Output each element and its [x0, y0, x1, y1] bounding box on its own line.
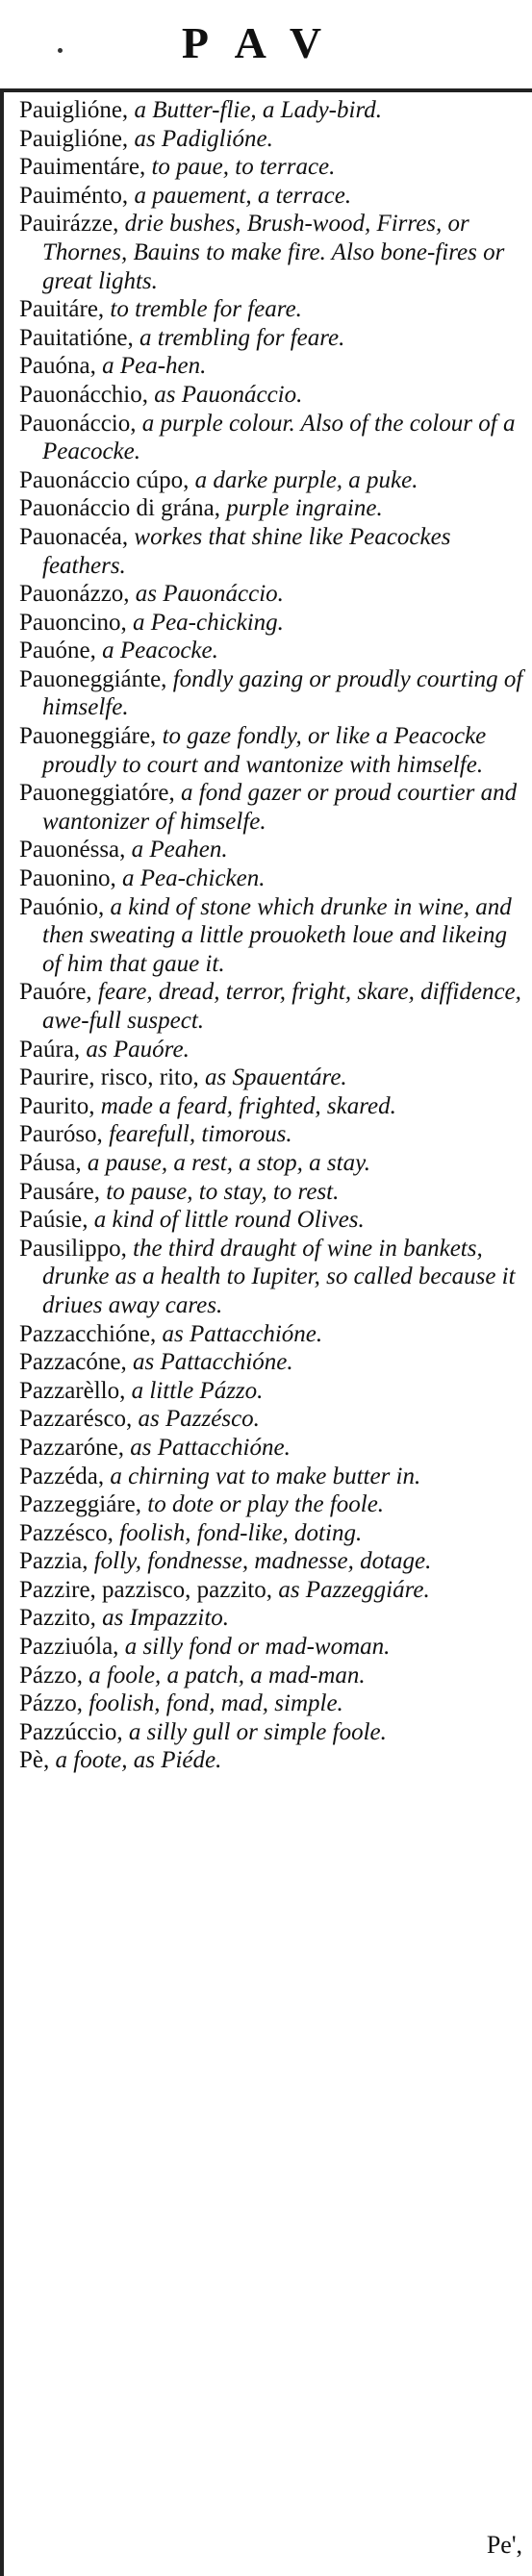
entry-gloss: fondly gazing or proudly courting of himselfe.	[42, 665, 523, 721]
dictionary-entry	[19, 381, 524, 410]
dictionary-entry	[19, 295, 524, 324]
page-title: PAV	[181, 18, 351, 67]
dictionary-entry	[19, 1206, 524, 1235]
entry-headword: Pauirázze,	[19, 211, 119, 238]
dictionary-entry	[19, 836, 524, 864]
dictionary-entry	[19, 153, 524, 182]
entry-gloss: as Padiglióne.	[128, 125, 273, 152]
catchword: Pe',	[486, 2531, 522, 2559]
entry-gloss: a little Pázzo.	[125, 1377, 264, 1404]
dictionary-entry	[19, 1149, 524, 1178]
dictionary-entry	[19, 182, 524, 211]
entry-gloss: as Pauóre.	[80, 1036, 190, 1063]
dictionary-entry	[19, 1120, 524, 1149]
entry-headword: Pauiglióne,	[19, 125, 129, 152]
entry-headword: Pazzarèllo,	[19, 1377, 126, 1404]
entry-gloss: as Pattacchióne.	[126, 1349, 293, 1376]
entry-headword: Pazzéda,	[19, 1463, 105, 1489]
entry-headword: Pauitatióne,	[19, 324, 134, 351]
entry-headword: Pauoneggiatóre,	[19, 780, 175, 807]
dictionary-entry	[19, 1434, 524, 1463]
dictionary-entry	[19, 864, 524, 893]
entry-headword: Pazzaróne,	[19, 1434, 124, 1461]
entry-gloss: drie bushes, Brush-wood, Firres, or Thornes, Bauins to make fire. Also bone-fires or great lights.	[42, 211, 505, 294]
dictionary-entry	[19, 580, 524, 609]
dictionary-entry	[19, 779, 524, 836]
dictionary-entry	[19, 893, 524, 979]
entry-headword: Pauóre,	[19, 979, 92, 1006]
entry-gloss: a Pea-chicking.	[126, 609, 284, 636]
dictionary-entry	[19, 1405, 524, 1434]
entry-gloss: as Pazzésco.	[132, 1406, 260, 1433]
entry-gloss: as Pazzeggiáre.	[272, 1576, 430, 1603]
entry-gloss: as Pauonáccio.	[129, 581, 284, 608]
entry-gloss: a pauement, a terrace.	[128, 182, 352, 209]
entry-gloss: to pause, to stay, to rest.	[100, 1178, 340, 1205]
dictionary-entry	[19, 96, 524, 125]
dictionary-entry	[19, 1463, 524, 1491]
entry-headword: Pauiglióne,	[19, 97, 129, 123]
entry-gloss: a pause, a rest, a stop, a stay.	[81, 1149, 371, 1176]
entry-gloss: a fond gazer or proud courtier and wantonizer of himselfe.	[42, 780, 518, 835]
entry-gloss: a kind of little round Olives.	[88, 1207, 365, 1234]
entry-gloss: a Peacocke.	[95, 638, 218, 664]
entry-gloss: purple ingraine.	[219, 495, 383, 522]
dictionary-entry	[19, 637, 524, 665]
entry-headword: Pauonáccio cúpo,	[19, 466, 190, 493]
dictionary-entry	[19, 324, 524, 353]
page-header	[0, 0, 532, 87]
entry-headword: Pauonino,	[19, 865, 116, 892]
entry-headword: Pauoneggiánte,	[19, 665, 167, 692]
entry-gloss: a chirning vat to make butter in.	[104, 1463, 421, 1489]
entry-gloss: a kind of stone which drunke in wine, and then sweating a little prouoketh loue and likeing of him that gaue it.	[42, 893, 512, 977]
dictionary-entry	[19, 665, 524, 722]
entry-headword: Pazzúccio,	[19, 1718, 123, 1745]
entry-headword: Pauoncino,	[19, 609, 127, 636]
dictionary-entry	[19, 523, 524, 580]
entry-headword: Pazzire, pazzisco, pazzito,	[19, 1576, 273, 1603]
entry-gloss: foolish, fond, mad, simple.	[82, 1690, 343, 1717]
entry-headword: Pauonácchio,	[19, 381, 148, 408]
entry-headword: Pazziuóla,	[19, 1634, 119, 1661]
entry-headword: Pausáre,	[19, 1178, 100, 1205]
entry-gloss: a Butter-flie, a Lady-bird.	[128, 97, 383, 123]
dictionary-entry	[19, 1490, 524, 1519]
dictionary-entry	[19, 1576, 524, 1605]
dictionary-entry	[19, 352, 524, 381]
entry-gloss: to dote or play the foole.	[141, 1491, 385, 1518]
dictionary-entry	[19, 494, 524, 523]
entry-headword: Pauoneggiáre,	[19, 723, 157, 750]
entry-headword: Pauiménto,	[19, 182, 129, 209]
entry-gloss: a silly gull or simple foole.	[122, 1718, 387, 1745]
entry-headword: Pauimentáre,	[19, 154, 146, 181]
entry-gloss: as Spauentáre.	[198, 1064, 347, 1091]
entry-gloss: folly, fondnesse, madnesse, dotage.	[88, 1548, 432, 1575]
entry-gloss: feare, dread, terror, fright, skare, diffidence, awe-full suspect.	[42, 979, 521, 1034]
entry-gloss: workes that shine like Peacockes feathers.	[42, 523, 451, 579]
entry-gloss: the third draught of wine in bankets, drunke as a health to Iupiter, so called because it driues away cares.	[42, 1235, 516, 1318]
entry-headword: Pazzeggiáre,	[19, 1491, 142, 1518]
entry-gloss: fearefull, timorous.	[102, 1121, 292, 1148]
entry-headword: Pauonázzo,	[19, 581, 130, 608]
entry-headword: Pazzito,	[19, 1605, 96, 1632]
dictionary-entry	[19, 1063, 524, 1092]
entry-headword: Paúsie,	[19, 1207, 89, 1234]
entry-headword: Paurire, risco, rito,	[19, 1064, 199, 1091]
entry-headword: Pazzésco,	[19, 1519, 114, 1546]
entry-headword: Pauonáccio di grána,	[19, 495, 220, 522]
entry-gloss: a trembling for feare.	[133, 324, 345, 351]
entry-gloss: a silly fond or mad-woman.	[118, 1634, 391, 1661]
entry-headword: Pauitáre,	[19, 296, 105, 323]
entry-gloss: made a feard, frighted, skared.	[94, 1092, 396, 1119]
dictionary-entry	[19, 1519, 524, 1548]
entry-gloss: as Pattacchióne.	[156, 1320, 323, 1347]
entry-headword: Páusa,	[19, 1149, 82, 1176]
entry-gloss: a Pea-chicken.	[115, 865, 266, 892]
dictionary-entry	[19, 1662, 524, 1690]
entry-gloss: as Impazzito.	[95, 1605, 230, 1632]
dictionary-entry	[19, 1320, 524, 1349]
entry-headword: Pazzarésco,	[19, 1406, 133, 1433]
entry-headword: Pauróso,	[19, 1121, 103, 1148]
entry-headword: Pauónio,	[19, 893, 105, 920]
dictionary-entry	[19, 410, 524, 466]
entry-gloss: to gaze fondly, or like a Peacocke proudly to court and wantonize with himselfe.	[42, 723, 487, 778]
entry-gloss: to paue, to terrace.	[145, 154, 336, 181]
dictionary-entry	[19, 1377, 524, 1406]
entry-headword: Pázzo,	[19, 1662, 83, 1688]
dictionary-entry	[19, 1746, 524, 1775]
entry-gloss: a darke purple, a puke.	[189, 466, 418, 493]
dictionary-entry	[19, 1689, 524, 1718]
entry-headword: Pauóna,	[19, 353, 96, 380]
entry-headword: Pè,	[19, 1747, 50, 1774]
entry-headword: Pazzia,	[19, 1548, 89, 1575]
entry-headword: Pazzacóne,	[19, 1349, 127, 1376]
entry-gloss: a foote, as Piéde.	[49, 1747, 222, 1774]
dictionary-entry	[19, 1604, 524, 1633]
dictionary-entries	[0, 96, 532, 1775]
entry-headword: Paurito,	[19, 1092, 95, 1119]
entry-gloss: as Pattacchióne.	[123, 1434, 291, 1461]
dictionary-entry	[19, 1178, 524, 1207]
dictionary-entry	[19, 1547, 524, 1576]
dictionary-entry	[19, 1718, 524, 1747]
entry-gloss: as Pauonáccio.	[147, 381, 303, 408]
entry-headword: Pázzo,	[19, 1690, 83, 1717]
entry-gloss: to tremble for feare.	[104, 296, 302, 323]
dictionary-entry	[19, 978, 524, 1035]
entry-headword: Pazzacchióne,	[19, 1320, 157, 1347]
entry-gloss: a purple colour. Also of the colour of a Peacocke.	[42, 410, 516, 465]
entry-headword: Pauonáccio,	[19, 410, 137, 437]
dictionary-entry	[19, 609, 524, 638]
dictionary-entry	[19, 466, 524, 495]
entry-gloss: foolish, fond-like, doting.	[113, 1519, 363, 1546]
dictionary-entry	[19, 210, 524, 295]
entry-headword: Pauonacéa,	[19, 523, 129, 550]
entry-headword: Pauóne,	[19, 638, 96, 664]
header-rule	[0, 88, 532, 92]
dictionary-entry	[19, 1092, 524, 1121]
entry-headword: Paúra,	[19, 1036, 81, 1063]
entry-headword: Pauonéssa,	[19, 837, 126, 863]
dictionary-entry	[19, 1036, 524, 1064]
entry-gloss: a foole, a patch, a mad-man.	[82, 1662, 366, 1688]
entry-gloss: a Peahen.	[125, 837, 228, 863]
dictionary-entry	[19, 1348, 524, 1377]
dictionary-entry	[19, 722, 524, 779]
dictionary-entry	[19, 1633, 524, 1662]
dictionary-entry	[19, 1235, 524, 1320]
entry-gloss: a Pea-hen.	[95, 353, 207, 380]
dictionary-entry	[19, 125, 524, 154]
entry-headword: Pausilippo,	[19, 1235, 127, 1262]
